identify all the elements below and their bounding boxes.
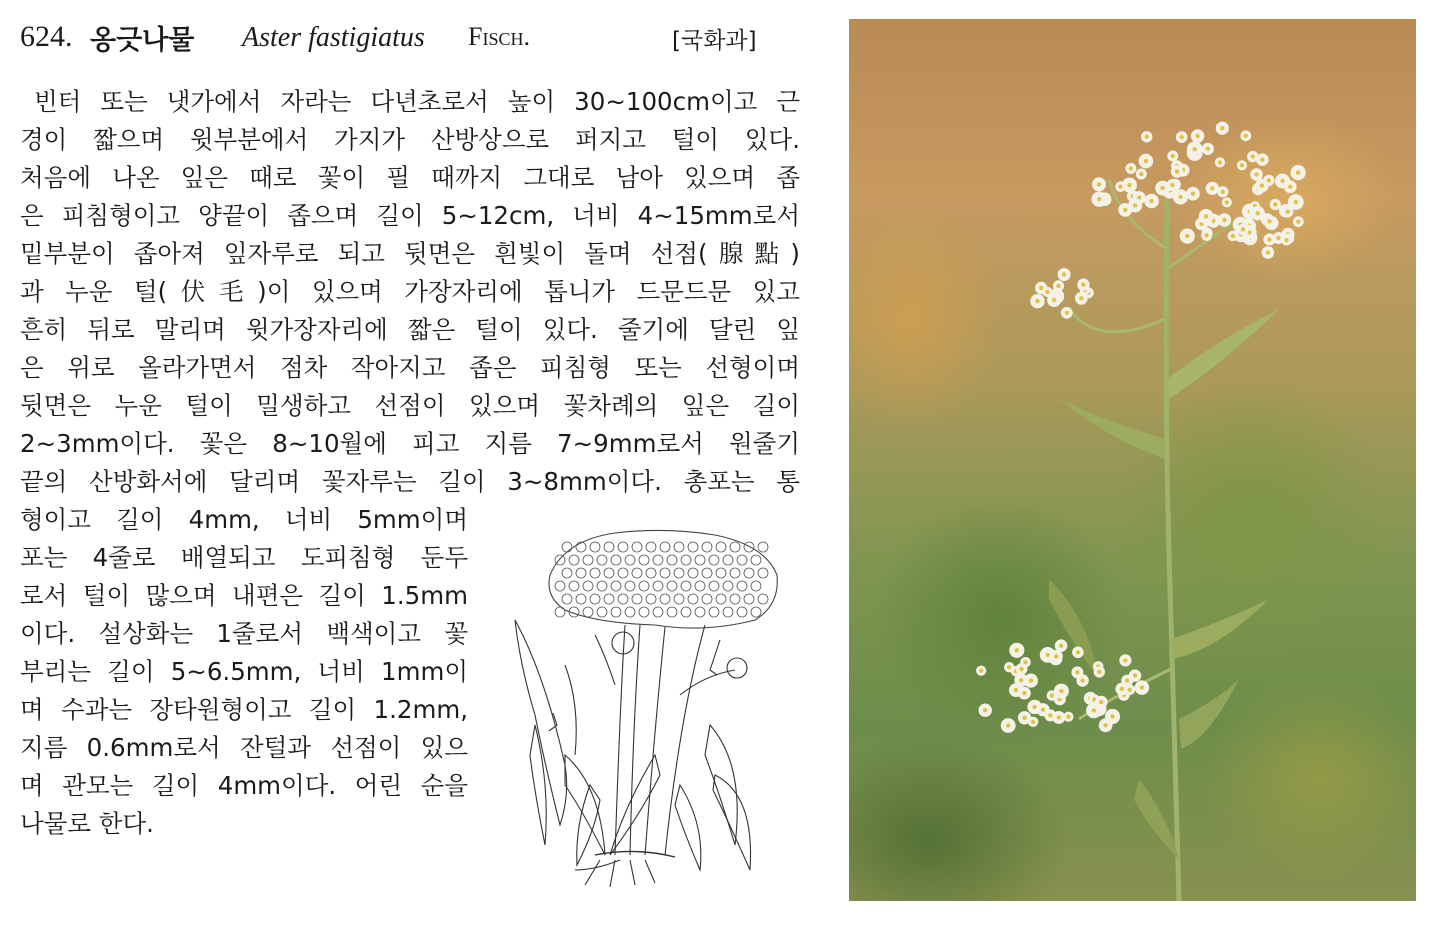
text-line: 흔히 뒤로 말리며 윗가장자리에 짧은 털이 있다. 줄기에 달린 잎 [20,315,800,344]
plant-photograph [849,19,1416,901]
text-line: 며 관모는 길이 4mm이다. 어린 순을 [20,771,468,800]
text-line: 과 누운 털(伏毛)이 있으며 가장자리에 톱니가 드문드문 있고 [20,277,800,306]
text-line: 형이고 길이 4mm, 너비 5mm이며 [20,505,468,534]
text-line: 이다. 설상화는 1줄로서 백색이고 꽃 [20,619,468,648]
plant-illustration [505,525,795,890]
text-line: 은 피침형이고 양끝이 좁으며 길이 5∼12cm, 너비 4∼15mm로서 [20,201,800,230]
text-line: 나물로 한다. [20,809,154,838]
text-line: 며 수과는 장타원형이고 길이 1.2mm, [20,695,468,724]
text-line: 은 위로 올라가면서 점차 작아지고 좁은 피침형 또는 선형이며 [20,353,800,382]
text-line: 뒷면은 누운 털이 밀생하고 선점이 있으며 꽃차례의 잎은 길이 [20,391,800,420]
text-line: 처음에 나온 잎은 때로 꽃이 필 때까지 그대로 남아 있으며 좁 [20,163,800,192]
scientific-name: Aster fastigiatus [242,22,425,53]
text-line: 부리는 길이 5∼6.5mm, 너비 1mm이 [20,657,468,686]
entry-number: 624. [20,20,73,53]
text-line: 지름 0.6mm로서 잔털과 선점이 있으 [20,733,468,762]
text-line: 밑부분이 좁아져 잎자루로 되고 뒷면은 흰빛이 돌며 선점(腺點) [20,239,800,268]
entry-header [20,18,810,58]
text-line: 2∼3mm이다. 꽃은 8∼10월에 피고 지름 7∼9mm로서 원줄기 [20,429,800,458]
text-line: 경이 짧으며 윗부분에서 가지가 산방상으로 퍼지고 털이 있다. [20,125,800,154]
text-line: 빈터 또는 냇가에서 자라는 다년초로서 높이 30∼100cm이고 근 [34,87,800,116]
plant-family: [국화과] [672,28,757,54]
text-line: 포는 4줄로 배열되고 도피침형 둔두 [20,543,468,572]
author-abbreviation: Fisch. [468,22,530,51]
text-line: 끝의 산방화서에 달리며 꽃자루는 길이 3∼8mm이다. 총포는 통 [20,467,800,496]
korean-plant-name: 옹긋나물 [90,25,195,56]
text-line: 로서 털이 많으며 내편은 길이 1.5mm [20,581,468,610]
